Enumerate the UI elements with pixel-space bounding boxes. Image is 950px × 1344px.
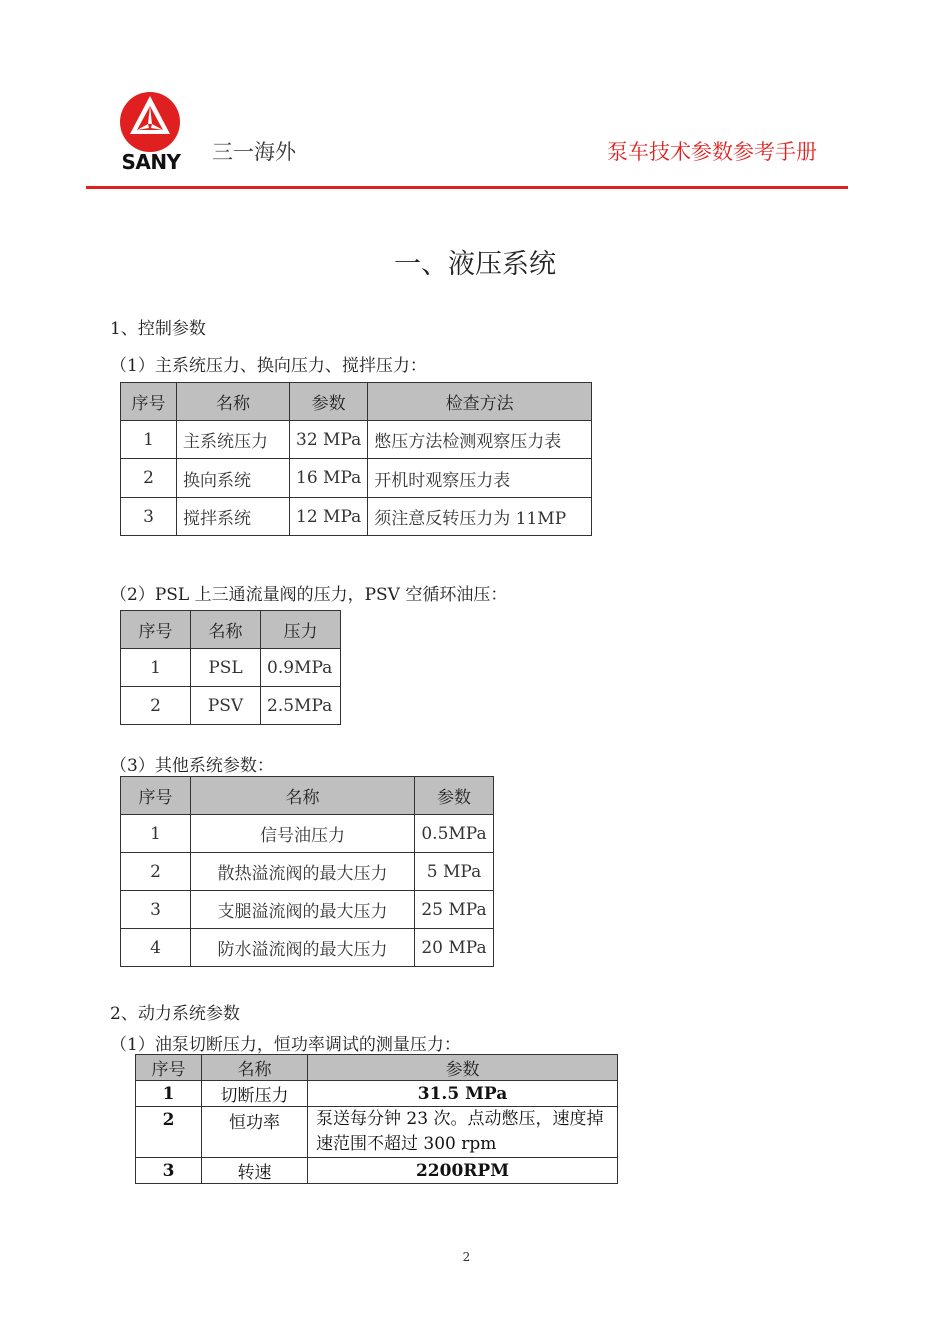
table-main-pressure	[120, 382, 592, 536]
cell: 1	[136, 1081, 202, 1107]
table-header-row	[136, 1055, 618, 1081]
table-header-row	[121, 611, 341, 649]
col-header: 参数	[308, 1055, 618, 1081]
cell: 2	[121, 687, 191, 725]
cell: 3	[121, 498, 177, 536]
cell: PSV	[191, 687, 261, 725]
cell: 恒功率	[202, 1107, 308, 1158]
col-header: 名称	[202, 1055, 308, 1081]
col-header: 压力	[261, 611, 341, 649]
cell: 1	[121, 649, 191, 687]
cell: 25 MPa	[415, 891, 494, 929]
header-divider	[86, 186, 848, 189]
cell: 32 MPa	[290, 421, 368, 459]
cell: 2	[121, 853, 191, 891]
cell: 20 MPa	[415, 929, 494, 967]
cell: 2	[121, 459, 177, 498]
cell: 主系统压力	[177, 421, 290, 459]
table-row	[136, 1107, 618, 1158]
page-title: 一、液压系统	[394, 249, 556, 280]
cell: 泵送每分钟 23 次。点动憋压，速度掉速范围不超过 300 rpm	[308, 1107, 618, 1158]
table-row	[136, 1158, 618, 1184]
table-row	[121, 459, 592, 498]
logo-wordmark: SANY	[121, 150, 181, 174]
cell: 切断压力	[202, 1081, 308, 1107]
cell: 0.5MPa	[415, 815, 494, 853]
cell: 4	[121, 929, 191, 967]
cell: 31.5 MPa	[308, 1081, 618, 1107]
sub3-heading: （3）其他系统参数：	[110, 756, 274, 776]
table-psl-psv	[120, 610, 341, 725]
cell: 3	[121, 891, 191, 929]
table-row	[136, 1081, 618, 1107]
cell: 5 MPa	[415, 853, 494, 891]
cell: 转速	[202, 1158, 308, 1184]
section2-sub1-heading: （1）油泵切断压力，恒功率调试的测量压力：	[110, 1035, 461, 1055]
col-header: 序号	[121, 611, 191, 649]
cell: 憋压方法检测观察压力表	[368, 421, 592, 459]
cell: 2.5MPa	[261, 687, 341, 725]
cell: 1	[121, 421, 177, 459]
col-header: 参数	[290, 383, 368, 421]
company-name: 三一海外	[212, 140, 296, 164]
sub1-heading: （1）主系统压力、换向压力、搅拌压力：	[110, 356, 427, 376]
table-row	[121, 891, 494, 929]
col-header: 序号	[136, 1055, 202, 1081]
col-header: 序号	[121, 383, 177, 421]
table-row	[121, 687, 341, 725]
cell: 开机时观察压力表	[368, 459, 592, 498]
cell: 0.9MPa	[261, 649, 341, 687]
table-other-params	[120, 776, 494, 967]
cell: 换向系统	[177, 459, 290, 498]
cell: PSL	[191, 649, 261, 687]
table-row	[121, 498, 592, 536]
section1-heading: 1、控制参数	[110, 319, 206, 339]
col-header: 检查方法	[368, 383, 592, 421]
table-header-row	[121, 383, 592, 421]
cell: 散热溢流阀的最大压力	[191, 853, 415, 891]
table-header-row	[121, 777, 494, 815]
col-header: 名称	[191, 611, 261, 649]
table-row	[121, 853, 494, 891]
manual-title: 泵车技术参数参考手册	[607, 140, 817, 164]
table-row	[121, 649, 341, 687]
cell: 2200RPM	[308, 1158, 618, 1184]
cell: 支腿溢流阀的最大压力	[191, 891, 415, 929]
cell: 2	[136, 1107, 202, 1158]
cell: 信号油压力	[191, 815, 415, 853]
cell: 12 MPa	[290, 498, 368, 536]
col-header: 参数	[415, 777, 494, 815]
table-row	[121, 929, 494, 967]
cell: 防水溢流阀的最大压力	[191, 929, 415, 967]
col-header: 名称	[191, 777, 415, 815]
sub2-heading: （2）PSL 上三通流量阀的压力，PSV 空循环油压：	[110, 585, 508, 605]
section2-heading: 2、动力系统参数	[110, 1004, 240, 1024]
cell: 3	[136, 1158, 202, 1184]
table-row	[121, 421, 592, 459]
cell: 1	[121, 815, 191, 853]
cell: 16 MPa	[290, 459, 368, 498]
col-header: 名称	[177, 383, 290, 421]
cell: 须注意反转压力为 11MP	[368, 498, 592, 536]
cell: 搅拌系统	[177, 498, 290, 536]
table-pump-pressure	[135, 1054, 618, 1184]
col-header: 序号	[121, 777, 191, 815]
page-number: 2	[462, 1250, 471, 1264]
table-row	[121, 815, 494, 853]
